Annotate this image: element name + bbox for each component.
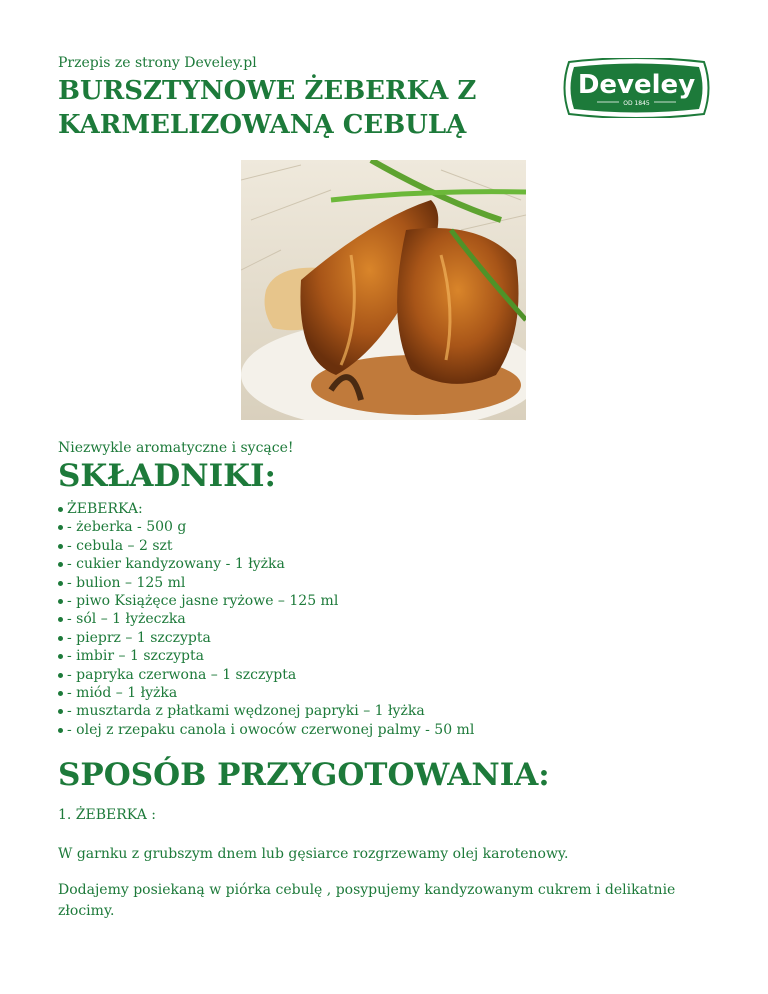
ingredient-text: - cebula – 2 szt (67, 537, 173, 554)
bullet-icon (58, 617, 63, 622)
develey-logo (563, 58, 710, 118)
method-step-2: W garnku z grubszym dnem lub gęsiarce rozgrzewamy olej karotenowy. (58, 846, 569, 862)
list-item (58, 666, 474, 684)
ingredient-text: - sól – 1 łyżeczka (67, 611, 186, 628)
bullet-icon (58, 525, 63, 530)
bullet-icon (58, 507, 63, 512)
bullet-icon (58, 599, 63, 604)
list-item (58, 610, 474, 628)
ingredients-list (58, 500, 474, 739)
list-item (58, 555, 474, 573)
bullet-icon (58, 562, 63, 567)
ingredient-text: ŻEBERKA: (67, 501, 143, 517)
bullet-icon (58, 673, 63, 678)
recipe-subtitle: Niezwykle aromatyczne i sycące! (58, 440, 294, 456)
list-item (58, 721, 474, 739)
source-line: Przepis ze strony Develey.pl (58, 55, 257, 71)
list-item (58, 574, 474, 592)
ingredient-text: - żeberka - 500 g (67, 519, 187, 536)
list-item (58, 647, 474, 665)
list-item (58, 629, 474, 647)
ingredient-text: - imbir – 1 szczypta (67, 648, 204, 665)
bullet-icon (58, 636, 63, 641)
ingredient-text: - papryka czerwona – 1 szczypta (67, 666, 297, 683)
logo-tagline-text: OD 1845 (623, 100, 650, 107)
list-item (58, 518, 474, 536)
list-item (58, 702, 474, 720)
recipe-title: BURSZTYNOWE ŻEBERKA Z KARMELIZOWANĄ CEBULĄ (58, 76, 477, 140)
bullet-icon (58, 709, 63, 714)
list-item (58, 684, 474, 702)
ingredient-text: - cukier kandyzowany - 1 łyżka (67, 556, 285, 573)
bullet-icon (58, 728, 63, 733)
method-step-1: 1. ŻEBERKA : (58, 807, 156, 823)
bullet-icon (58, 544, 63, 549)
list-item (58, 537, 474, 555)
list-item (58, 592, 474, 610)
logo-brand-text: Develey (577, 70, 696, 100)
ingredient-text: - miód – 1 łyżka (67, 685, 178, 702)
ingredient-text: - pieprz – 1 szczypta (67, 629, 211, 646)
recipe-photo (241, 160, 526, 420)
ingredient-text: - musztarda z płatkami wędzonej papryki – 1 łyżka (67, 703, 425, 720)
bullet-icon (58, 691, 63, 696)
ingredient-text: - olej z rzepaku canola i owoców czerwonej palmy - 50 ml (67, 721, 475, 738)
bullet-icon (58, 654, 63, 659)
ingredient-text: - bulion – 125 ml (67, 574, 186, 591)
bullet-icon (58, 581, 63, 586)
ingredients-heading: SKŁADNIKI: (58, 458, 276, 494)
ingredient-text: - piwo Książęce jasne ryżowe – 125 ml (67, 593, 339, 610)
list-item (58, 500, 474, 518)
method-heading: SPOSÓB PRZYGOTOWANIA: (58, 757, 550, 793)
method-step-3: Dodajemy posiekaną w piórka cebulę , posypujemy kandyzowanym cukrem i delikatnie złocimy. (58, 882, 676, 919)
